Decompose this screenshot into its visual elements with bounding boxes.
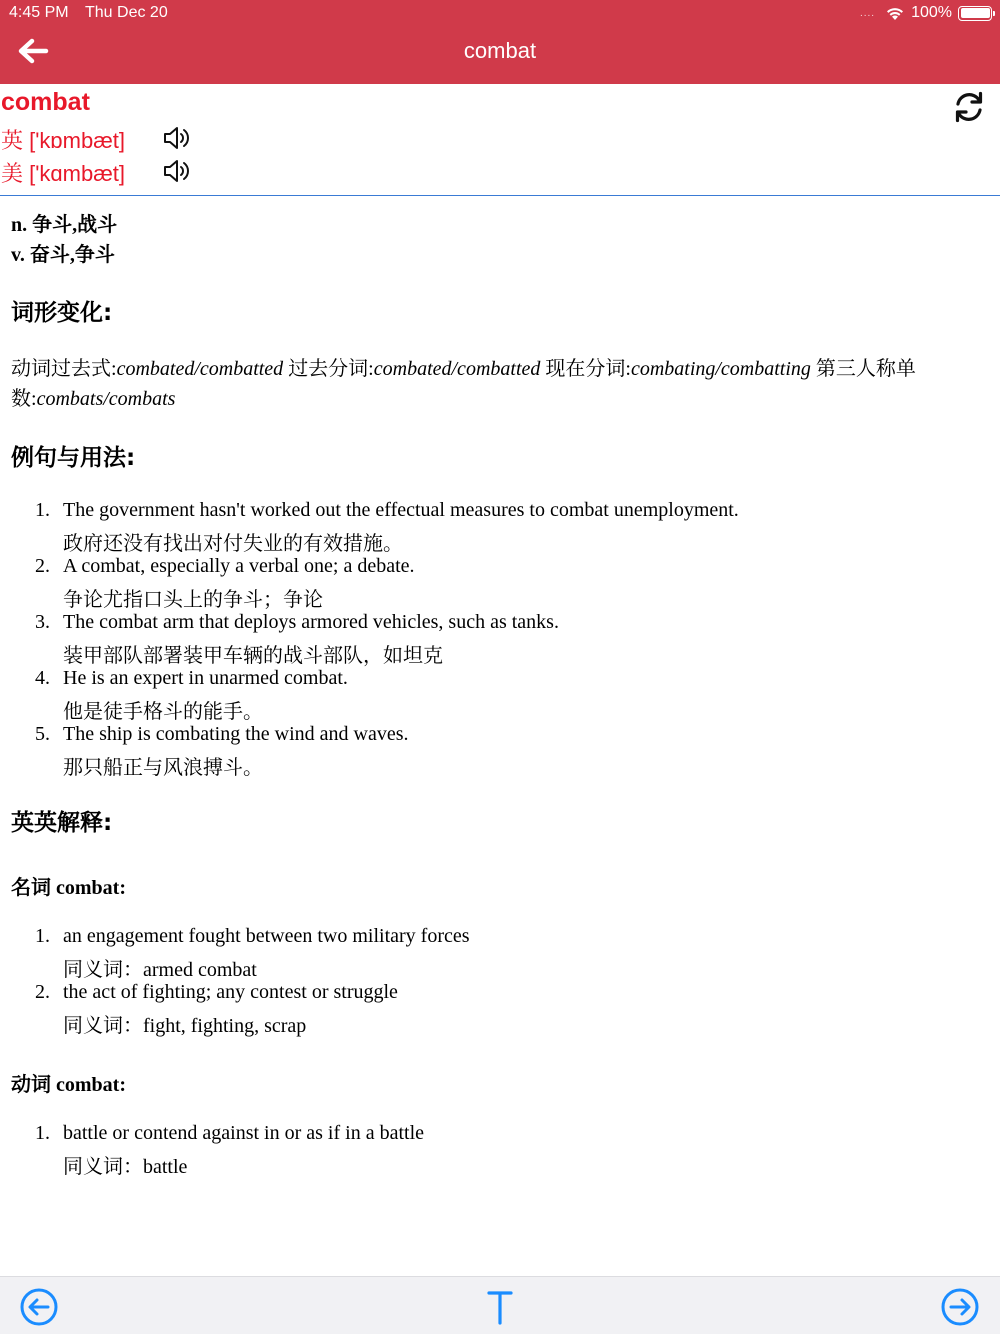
example-item xyxy=(0,667,1000,723)
example-number: 4. xyxy=(35,667,50,689)
example-number: 3. xyxy=(35,611,50,633)
circle-arrow-right-icon[interactable] xyxy=(940,1287,980,1327)
status-date: Thu Dec 20 xyxy=(85,4,168,21)
word-header xyxy=(0,84,1000,196)
definition-item xyxy=(0,925,1000,981)
synonyms: 同义词：battle xyxy=(63,1156,188,1178)
definition-english: the act of fighting; any contest or struggle xyxy=(63,981,398,1003)
example-english: The government hasn't worked out the effectual measures to combat unemployment. xyxy=(63,499,739,521)
pp-label: 过去分词: xyxy=(283,358,374,380)
definition-english: battle or contend against in or as if in a battle xyxy=(63,1122,424,1144)
wifi-icon xyxy=(885,6,905,21)
example-number: 1. xyxy=(35,499,50,521)
us-pronunciation: 美 ['kɑmbæt] xyxy=(1,161,126,186)
signal-dots: .... xyxy=(859,7,876,19)
section-title-forms: 词形变化: xyxy=(11,300,113,326)
battery-icon xyxy=(958,6,992,21)
past-label: 动词过去式: xyxy=(11,358,117,380)
status-right xyxy=(860,4,992,22)
example-english: A combat, especially a verbal one; a debate. xyxy=(63,555,415,577)
example-chinese: 争论尤指口头上的争斗；争论 xyxy=(63,589,323,611)
example-chinese: 装甲部队部署装甲车辆的战斗部队，如坦克 xyxy=(63,645,443,667)
refresh-icon[interactable] xyxy=(952,90,986,124)
circle-arrow-left-icon[interactable] xyxy=(19,1287,59,1327)
navigation-bar xyxy=(0,0,1000,84)
bottom-toolbar xyxy=(0,1276,1000,1334)
example-english: The combat arm that deploys armored vehicles, such as tanks. xyxy=(63,611,559,633)
speaker-icon[interactable] xyxy=(162,124,192,152)
definition-item xyxy=(0,1122,1000,1178)
uk-pronunciation: 英 ['kɒmbæt] xyxy=(1,128,126,153)
third-value: combats/combats xyxy=(36,388,176,410)
definition-number: 1. xyxy=(35,1122,50,1144)
definition-verb: v. 奋斗,争斗 xyxy=(11,244,115,266)
example-item xyxy=(0,611,1000,667)
basic-definitions xyxy=(11,210,117,270)
status-bar xyxy=(0,0,1000,28)
third-label: 第三人称单数: xyxy=(11,358,916,410)
text-size-icon[interactable] xyxy=(480,1287,520,1327)
noun-subtitle: 名词 combat: xyxy=(11,877,126,899)
definition-english: an engagement fought between two military forces xyxy=(63,925,470,947)
speaker-icon[interactable] xyxy=(162,157,192,185)
section-title-examples: 例句与用法: xyxy=(11,445,136,471)
example-item xyxy=(0,723,1000,779)
example-number: 2. xyxy=(35,555,50,577)
section-title-english: 英英解释: xyxy=(11,810,113,836)
example-english: The ship is combating the wind and waves. xyxy=(63,723,409,745)
past-value: combated/combatted xyxy=(116,358,284,380)
example-chinese: 政府还没有找出对付失业的有效措施。 xyxy=(63,533,403,555)
noun-definition-list xyxy=(0,925,1000,1037)
verb-subtitle: 动词 combat: xyxy=(11,1074,126,1096)
example-english: He is an expert in unarmed combat. xyxy=(63,667,348,689)
pp-value: combated/combatted xyxy=(373,358,541,380)
definition-number: 2. xyxy=(35,981,50,1003)
synonyms: 同义词：fight, fighting, scrap xyxy=(63,1015,307,1037)
definition-noun: n. 争斗,战斗 xyxy=(11,214,118,236)
ing-label: 现在分词: xyxy=(540,358,631,380)
word-forms xyxy=(11,354,986,414)
battery-percent: 100% xyxy=(911,4,952,21)
example-list xyxy=(0,499,1000,779)
headword: combat xyxy=(1,88,90,116)
verb-definition-list xyxy=(0,1122,1000,1178)
example-chinese: 那只船正与风浪搏斗。 xyxy=(63,757,263,779)
definition-number: 1. xyxy=(35,925,50,947)
example-item xyxy=(0,555,1000,611)
definition-content[interactable] xyxy=(0,196,1000,1276)
definition-item xyxy=(0,981,1000,1037)
ing-value: combating/combatting xyxy=(630,358,811,380)
nav-title: combat xyxy=(463,38,537,63)
synonyms: 同义词：armed combat xyxy=(63,959,257,981)
example-item xyxy=(0,499,1000,555)
example-chinese: 他是徒手格斗的能手。 xyxy=(63,701,263,723)
example-number: 5. xyxy=(35,723,50,745)
status-time: 4:45 PM xyxy=(9,4,69,21)
